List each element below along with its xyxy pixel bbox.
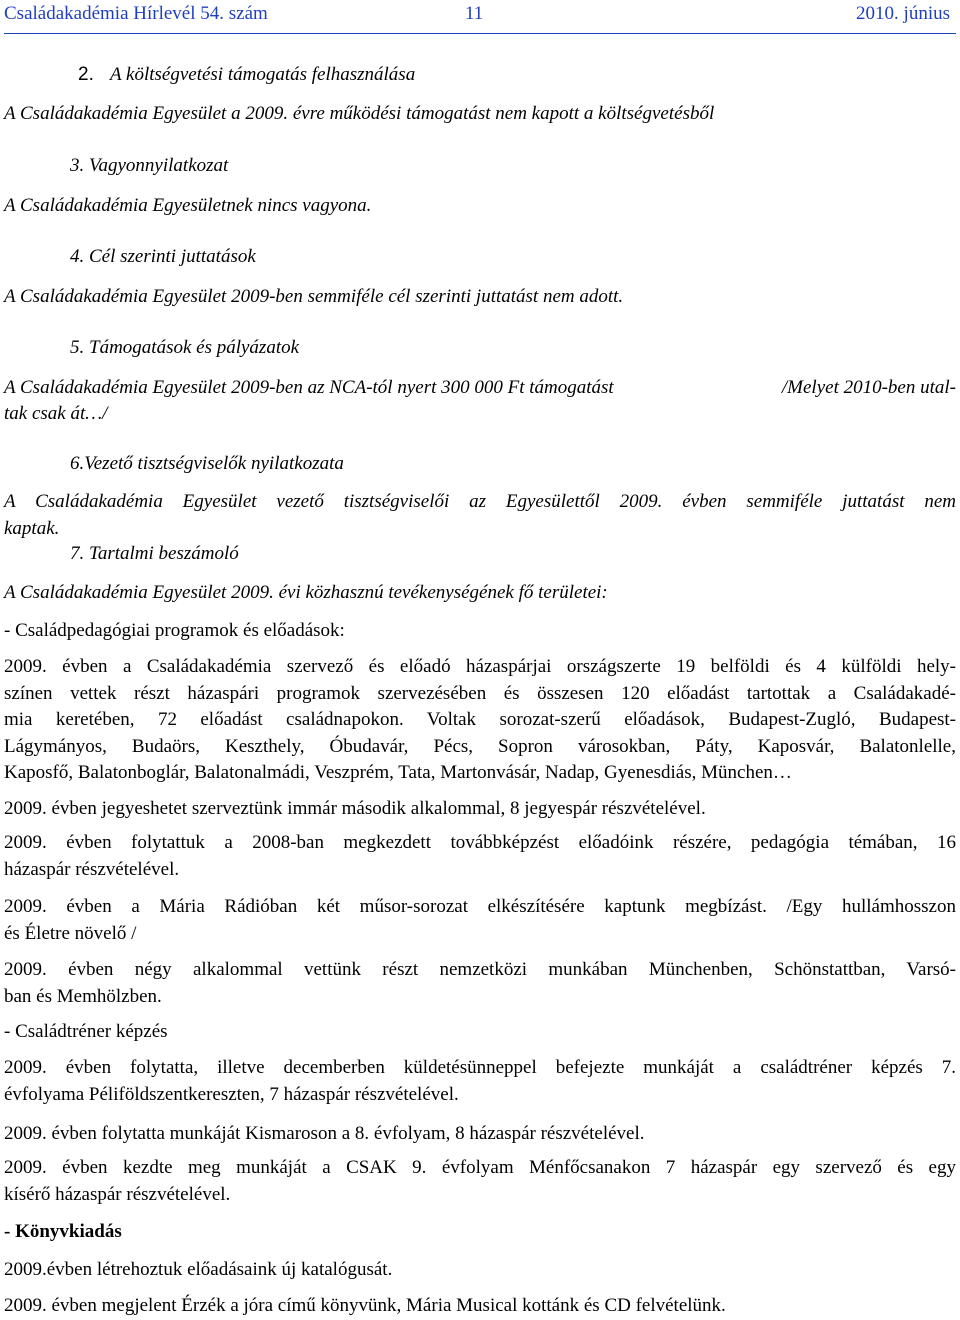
section-6-text-line2: kaptak. [4, 517, 60, 539]
section-4-text: A Családakadémia Egyesület 2009-ben semmiféle cél szerinti juttatást nem adott. [4, 286, 624, 307]
section-7-subtitle: A Családakadémia Egyesület 2009. évi közhasznú tevékenységének fő területei: [4, 582, 608, 603]
section-3-text: A Családakadémia Egyesületnek nincs vagyona. [4, 195, 372, 216]
programs-p5-line: ban és Memhölzben. [4, 985, 162, 1007]
programs-paragraph-3 [4, 830, 956, 883]
books-paragraph-2: 2009. évben megjelent Érzék a jóra című könyvünk, Mária Musical kottánk és CD felvételünk. [4, 1295, 726, 1316]
section-3-title: 3. Vagyonnyilatkozat [70, 155, 229, 176]
programs-p3-line: 2009. évben folytattuk a 2008-ban megkezdett továbbképzést előadóink részére, pedagógia témában, 16 [4, 832, 956, 853]
programs-heading: - Családpedagógiai programok és előadások: [4, 620, 345, 641]
books-heading: - Könyvkiadás [4, 1221, 122, 1242]
programs-p1-line: színen vettek részt házaspári programok szervezésében és összesen 120 előadást tartottak a Családakadé- [4, 682, 956, 704]
header-divider [4, 33, 956, 34]
newsletter-title: Családakadémia Hírlevél 54. szám [4, 3, 268, 24]
section-5-text-line2: tak csak át…/ [4, 403, 108, 424]
programs-p1-line: Kaposfő, Balatonboglár, Balatonalmádi, Veszprém, Tata, Martonvásár, Nadap, Gyenesdiás, München… [4, 762, 792, 783]
programs-p4-line: és Életre növelő / [4, 922, 137, 944]
section-5-text-line1a: A Családakadémia Egyesület 2009-ben az NCA-tól nyert 300 000 Ft támogatást [4, 377, 614, 398]
programs-p1-line: Lágymányos, Budaörs, Keszthely, Óbudavár, Pécs, Sopron városokban, Páty, Kaposvár, Balatonlelle, [4, 735, 956, 757]
trainer-p1-line: évfolyama Péliföldszentkereszten, 7 házaspár részvételével. [4, 1083, 459, 1105]
section-5-text-line1b: /Melyet 2010-ben utal- [781, 377, 956, 398]
trainer-paragraph-2: 2009. évben folytatta munkáját Kismaroson a 8. évfolyam, 8 házaspár részvételével. [4, 1123, 645, 1144]
programs-p5-line: 2009. évben négy alkalommal vettünk részt nemzetközi munkában Münchenben, Schönstattban, Varsó- [4, 959, 956, 980]
section-2-number: 2. [78, 64, 94, 85]
section-5-title: 5. Támogatások és pályázatok [70, 337, 300, 358]
trainer-p1-line: 2009. évben folytatta, illetve decemberben küldetésünneppel befejezte munkáját a családtréner képzés 7. [4, 1057, 956, 1078]
programs-p1-line: mia keretében, 72 előadást családnapokon. Voltak sorozat-szerű előadások, Budapest-Zugló, Budapest- [4, 709, 956, 730]
section-7-title: 7. Tartalmi beszámoló [70, 543, 239, 564]
programs-p1-line: 2009. évben a Családakadémia szervező és előadó házaspárjai országszerte 19 belföldi és 4 külföldi hely- [4, 656, 956, 677]
section-2-text: A Családakadémia Egyesület a 2009. évre működési támogatást nem kapott a költségvetésből [4, 103, 715, 124]
programs-p3-line: házaspár részvételével. [4, 858, 180, 880]
section-6-title: 6.Vezető tisztségviselők nyilatkozata [70, 453, 344, 474]
programs-paragraph-5 [4, 957, 956, 1010]
books-paragraph-1: 2009.évben létrehoztuk előadásaink új katalógusát. [4, 1259, 393, 1280]
trainer-paragraph-3 [4, 1155, 956, 1208]
section-6-text-line1: A Családakadémia Egyesület vezető tisztségviselői az Egyesülettől 2009. évben semmiféle juttatást nem [4, 491, 956, 512]
trainer-paragraph-1 [4, 1055, 956, 1108]
trainer-p3-line: kísérő házaspár részvételével. [4, 1183, 231, 1205]
programs-paragraph-2: 2009. évben jegyeshetet szerveztünk immár második alkalommal, 8 jegyespár részvételével. [4, 798, 706, 819]
section-2-title: A költségvetési támogatás felhasználása [110, 64, 416, 85]
trainer-heading: - Családtréner képzés [4, 1021, 168, 1042]
trainer-p3-line: 2009. évben kezdte meg munkáját a CSAK 9. évfolyam Ménfőcsanakon 7 házaspár egy szervező és egy [4, 1157, 956, 1178]
programs-paragraph-4 [4, 894, 956, 947]
section-4-title: 4. Cél szerinti juttatások [70, 246, 256, 267]
page-number: 11 [465, 3, 484, 24]
programs-p4-line: 2009. évben a Mária Rádióban két műsor-sorozat elkészítésére kaptunk megbízást. /Egy hullámhosszon [4, 896, 956, 917]
issue-date: 2010. június [856, 3, 950, 24]
section-6-text [4, 489, 956, 542]
programs-paragraph-1 [4, 654, 956, 787]
